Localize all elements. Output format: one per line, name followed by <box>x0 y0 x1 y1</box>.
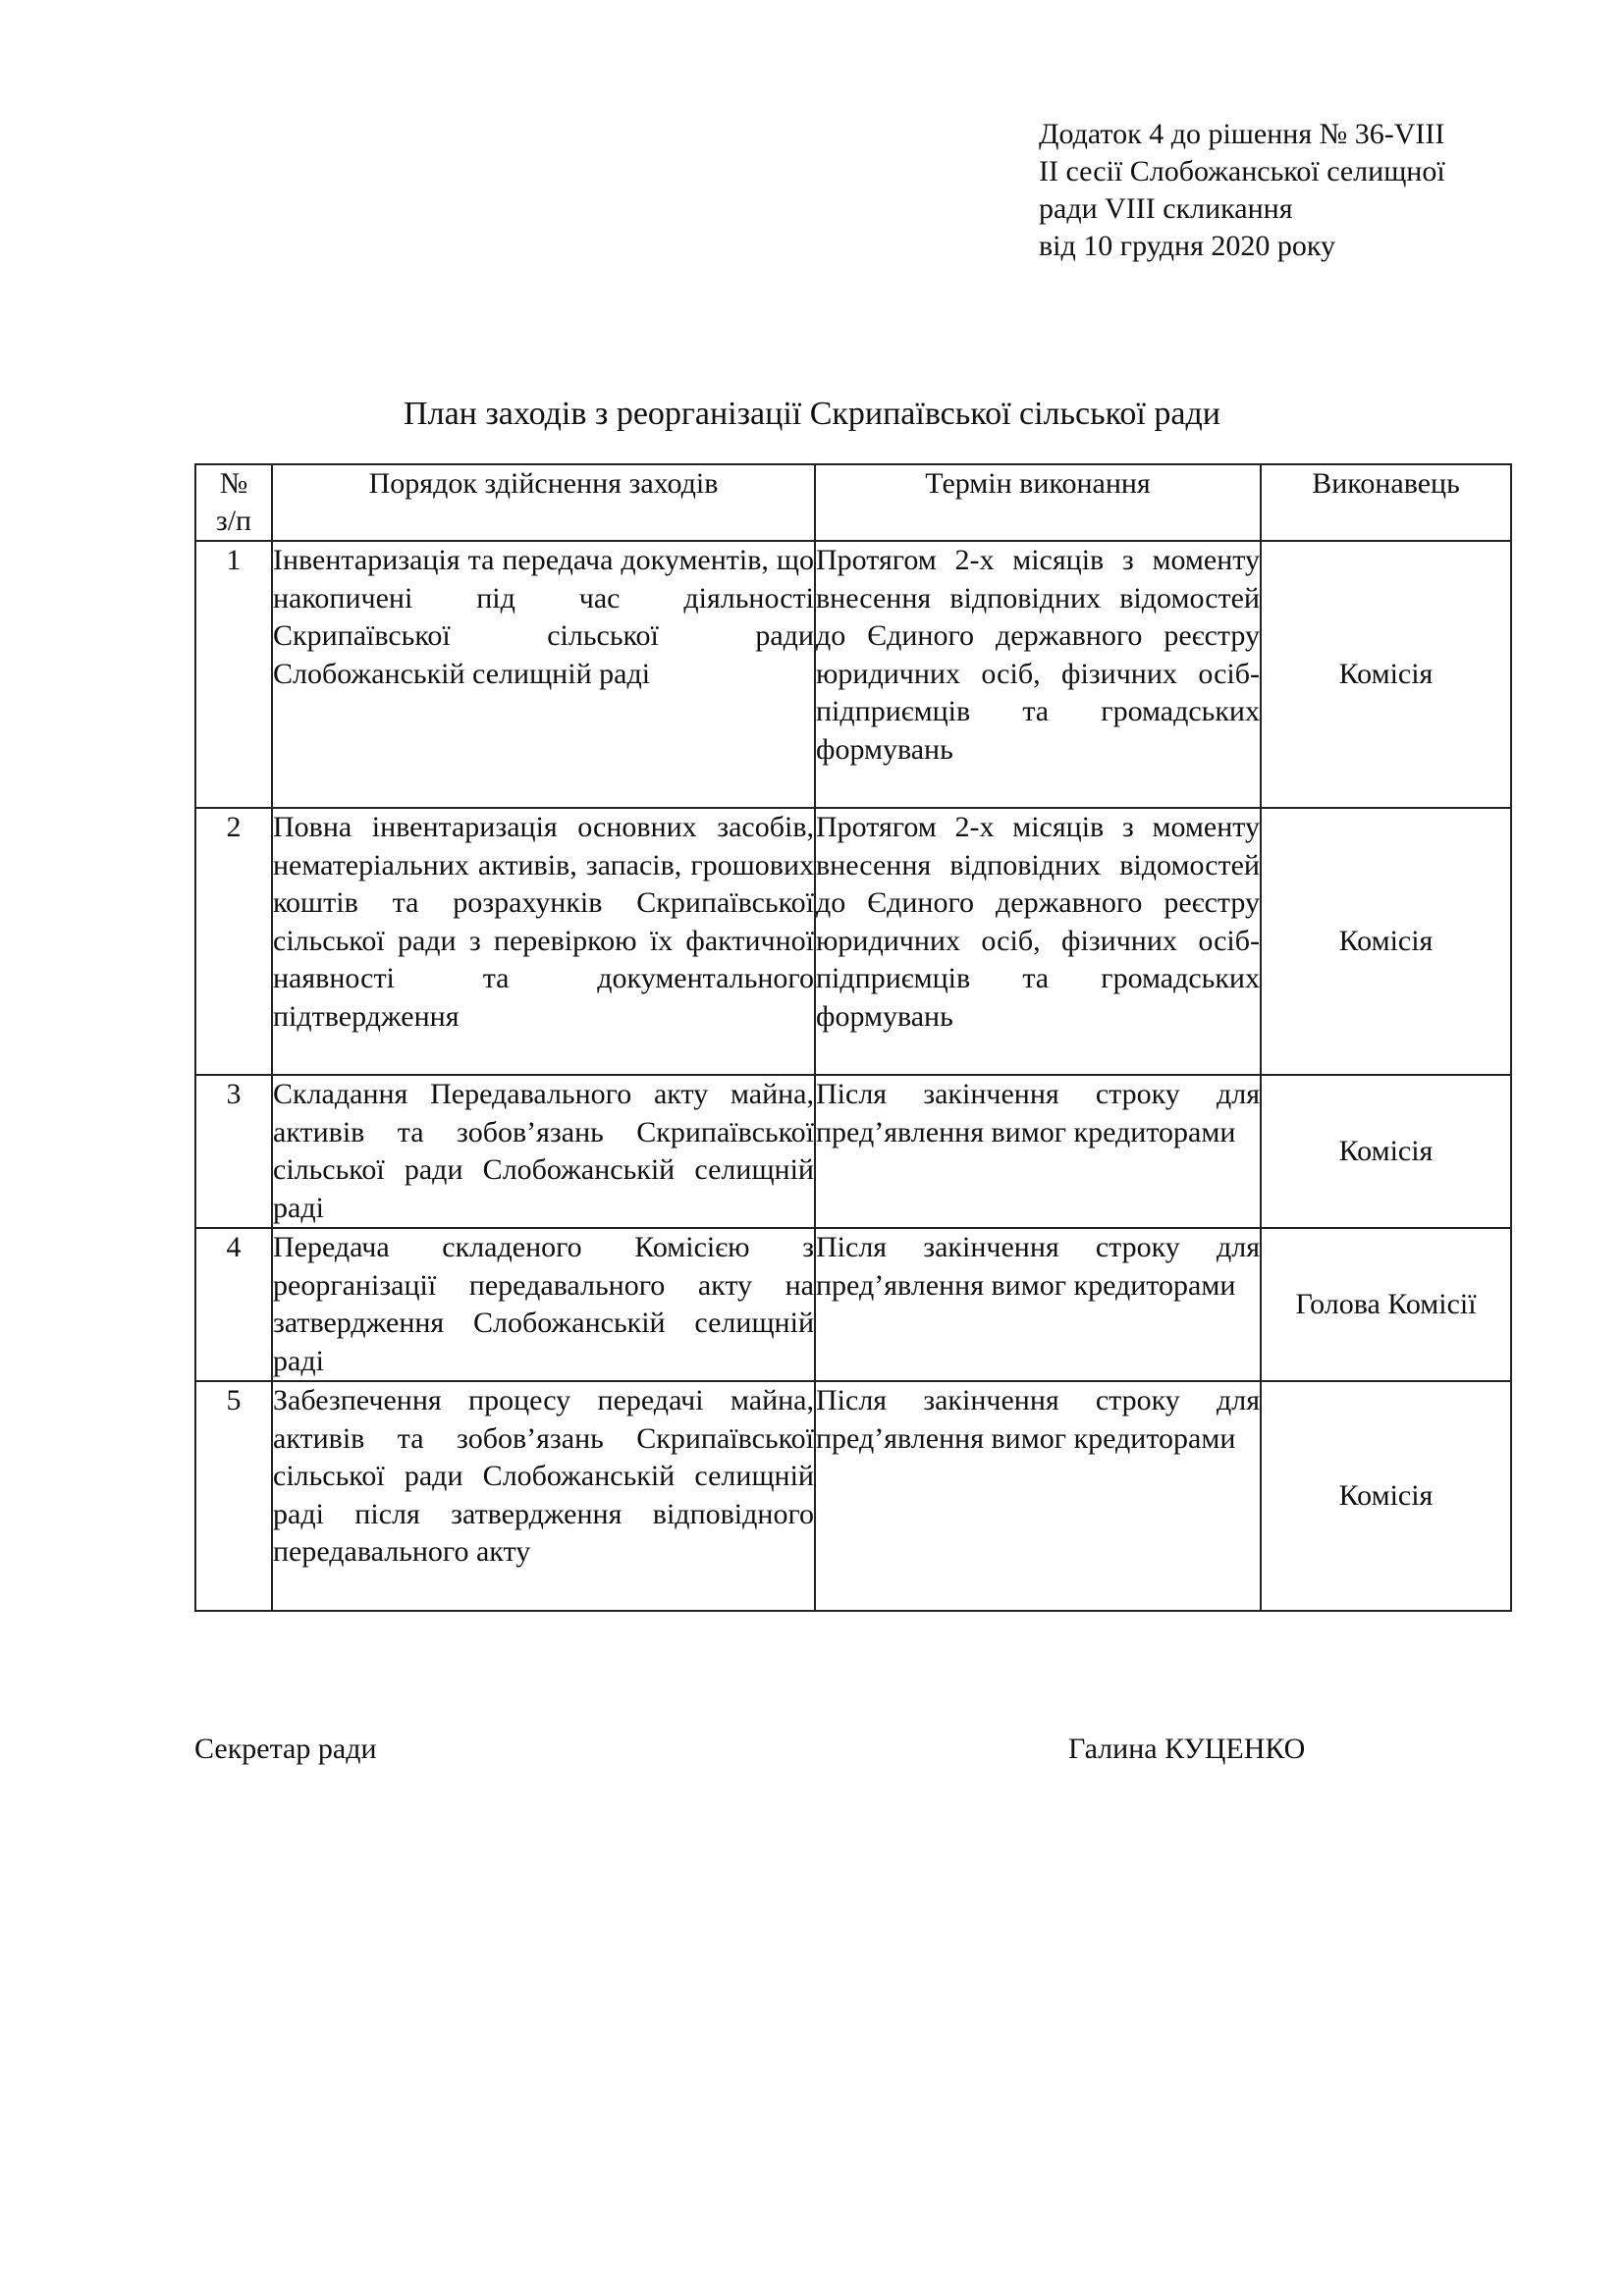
appendix-line-1: Додаток 4 до рішення № 36-VIII <box>1039 118 1445 150</box>
row-term: Після закінчення строку для пред’явлення вимог кредиторами <box>815 1228 1261 1381</box>
header-term: Термін виконання <box>815 464 1261 541</box>
row-action: Передача складеного Комісією з реорганізації передавального акту на затвердження Слобожанській селищній раді <box>272 1228 815 1381</box>
row-num: 1 <box>195 541 272 808</box>
appendix-line-4: від 10 грудня 2020 року <box>1039 230 1336 262</box>
table-header-row <box>195 464 1511 541</box>
table-row <box>195 1075 1511 1228</box>
table-row <box>195 1228 1511 1381</box>
row-term: Протягом 2-х місяців з моменту внесення відповідних відомостей до Єдиного державного реєстру юридичних осіб, фізичних осіб-підприємців та громадських формувань <box>815 808 1261 1075</box>
row-num: 5 <box>195 1381 272 1611</box>
table-row <box>195 1381 1511 1611</box>
row-executor: Голова Комісії <box>1261 1228 1511 1381</box>
row-executor: Комісія <box>1261 541 1511 808</box>
row-action: Інвентаризація та передача документів, що накопичені під час діяльності Скрипаївської сільської ради Слобожанській селищній раді <box>272 541 815 808</box>
signature-position: Секретар ради <box>194 1733 377 1765</box>
appendix-note <box>1039 116 1445 265</box>
row-executor: Комісія <box>1261 1381 1511 1611</box>
header-num-line1: № <box>219 467 248 500</box>
header-action: Порядок здійснення заходів <box>272 464 815 541</box>
row-term: Протягом 2-х місяців з моменту внесення відповідних відомостей до Єдиного державного реєстру юридичних осіб, фізичних осіб-підприємців та громадських формувань <box>815 541 1261 808</box>
header-num-line2: з/п <box>215 505 252 537</box>
row-num: 2 <box>195 808 272 1075</box>
row-term: Після закінчення строку для пред’явлення вимог кредиторами <box>815 1075 1261 1228</box>
appendix-line-3: ради VIII скликання <box>1039 192 1293 225</box>
header-executor: Виконавець <box>1261 464 1511 541</box>
row-num: 3 <box>195 1075 272 1228</box>
row-executor: Комісія <box>1261 1075 1511 1228</box>
signature-name: Галина КУЦЕНКО <box>1068 1733 1306 1765</box>
row-action: Забезпечення процесу передачі майна, активів та зобов’язань Скрипаївської сільської ради Слобожанській селищній раді після затвердження відповідного передавального акту <box>272 1381 815 1611</box>
row-executor: Комісія <box>1261 808 1511 1075</box>
row-action: Повна інвентаризація основних засобів, нематеріальних активів, запасів, грошових коштів та розрахунків Скрипаївської сільської ради з перевіркою їх фактичної наявності та документального підтвердження <box>272 808 815 1075</box>
table-row <box>195 541 1511 808</box>
row-num: 4 <box>195 1228 272 1381</box>
table-row <box>195 808 1511 1075</box>
row-term: Після закінчення строку для пред’явлення вимог кредиторами <box>815 1381 1261 1611</box>
row-action: Складання Передавального акту майна, активів та зобов’язань Скрипаївської сільської ради Слобожанській селищній раді <box>272 1075 815 1228</box>
appendix-line-2: II сесії Слобожанської селищної <box>1039 155 1445 187</box>
document-title: План заходів з реорганізації Скрипаївської сільської ради <box>404 396 1220 432</box>
plan-table <box>194 463 1512 1612</box>
header-num <box>195 464 272 541</box>
